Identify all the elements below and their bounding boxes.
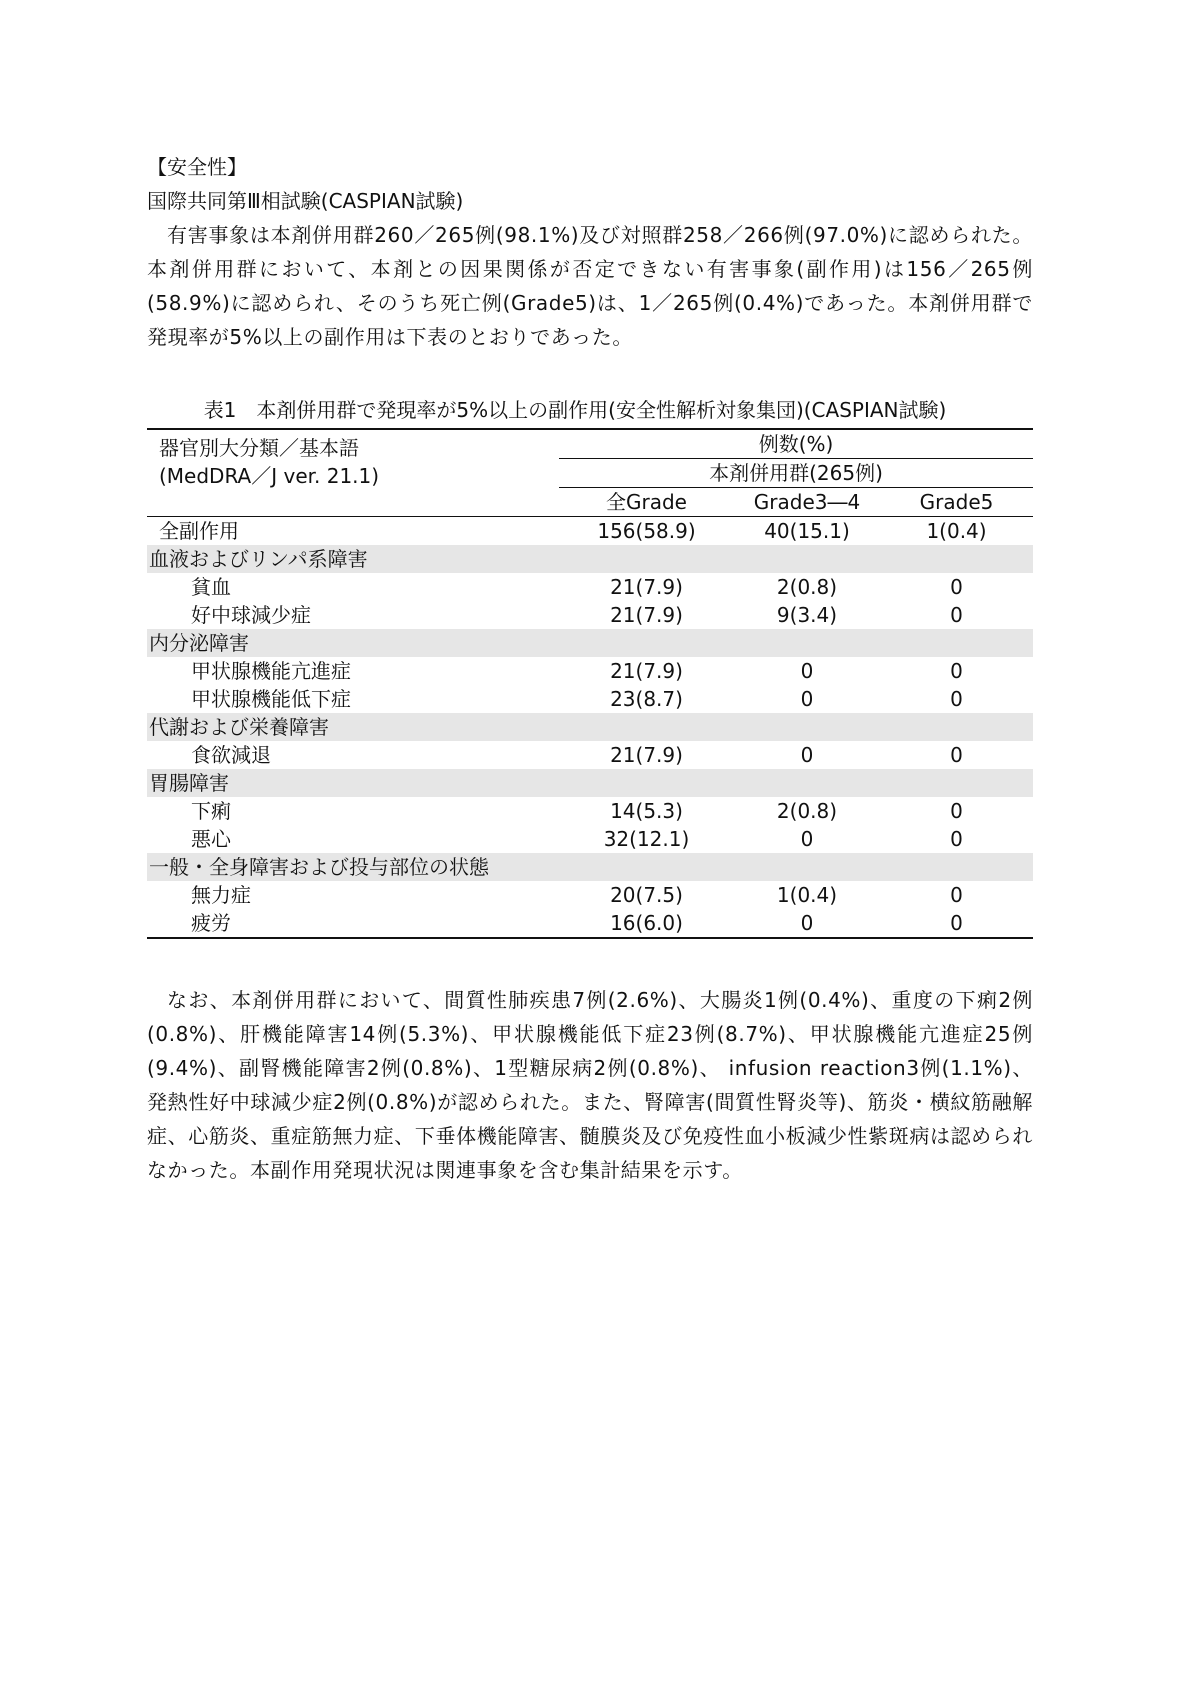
term-label: 食欲減退 (191, 743, 271, 767)
cell-all-grade: 32(12.1) (603, 827, 690, 851)
cell-grade3-4: 0 (800, 827, 814, 851)
category-label: 血液およびリンパ系障害 (147, 545, 1033, 573)
cell-grade3-4: 40(15.1) (764, 519, 850, 543)
table-row (147, 797, 1033, 825)
section-heading: 【安全性】 (147, 155, 247, 179)
category-row (147, 769, 1033, 797)
notes-paragraph: なお、本剤併用群において、間質性肺疾患7例(2.6%)、大腸炎1例(0.4%)、重度の下痢2例(0.8%)、肝機能障害14例(5.3%)、甲状腺機能低下症23例(8.7%)、甲状腺機能亢進症25例(9.4%)、副腎機能障害2例(0.8%)、1型糖尿病2例(0.8%)、 infusion reaction3例(1.1%)、発熱性好中球減少症2例(0.8%)が認められた。また、腎障害(間質性腎炎等)、筋炎・横紋筋融解症、心筋炎、重症筋無力症、下垂体機能障害、髄膜炎及び免疫性血小板減少性紫斑病は認められなかった。本副作用発現状況は関連事象を含む集計結果を示す。 (147, 988, 1033, 1182)
adverse-reactions-table (147, 428, 1033, 939)
cell-all-grade: 14(5.3) (610, 799, 683, 823)
header-cases-percent: 例数(%) (559, 429, 1033, 459)
cell-grade3-4: 0 (734, 909, 880, 938)
term-label: 悪心 (191, 827, 231, 851)
cell-grade3-4: 2(0.8) (776, 799, 838, 823)
cell-grade5: 0 (880, 909, 1033, 938)
term-label: 疲労 (147, 909, 559, 938)
table-row (147, 573, 1033, 601)
term-label: 無力症 (191, 883, 251, 907)
term-label: 甲状腺機能低下症 (191, 687, 351, 711)
term-label: 甲状腺機能亢進症 (191, 659, 351, 683)
table-row-total (147, 517, 1033, 546)
header-label-line2: (MedDRA／J ver. 21.1) (159, 464, 380, 488)
cell-all-grade: 21(7.9) (610, 659, 683, 683)
header-label-line1: 器官別大分類／基本語 (159, 436, 359, 460)
table-row (147, 657, 1033, 685)
category-row (147, 853, 1033, 881)
table-row (147, 881, 1033, 909)
cell-all-grade: 21(7.9) (610, 603, 683, 627)
cell-all-grade: 23(8.7) (610, 687, 683, 711)
cell-grade3-4: 2(0.8) (776, 575, 838, 599)
cell-grade5: 0 (950, 575, 963, 599)
cell-grade5: 0 (950, 687, 963, 711)
category-label: 内分泌障害 (147, 629, 1033, 657)
cell-grade5: 0 (950, 603, 963, 627)
table-row (147, 741, 1033, 769)
table-row (147, 601, 1033, 629)
intro-paragraph: 有害事象は本剤併用群260／265例(98.1%)及び対照群258／266例(97.0%)に認められた。本剤併用群において、本剤との因果関係が否定できない有害事象(副作用)は156／265例(58.9%)に認められ、そのうち死亡例(Grade5)は、1／265例(0.4%)であった。本剤併用群で発現率が5%以上の副作用は下表のとおりであった。 (147, 223, 1033, 349)
cell-all-grade: 21(7.9) (610, 743, 683, 767)
category-row (147, 629, 1033, 657)
cell-grade3-4: 9(3.4) (776, 603, 838, 627)
header-grade5: Grade5 (880, 488, 1033, 517)
cell-grade5: 1(0.4) (926, 519, 987, 543)
cell-grade5: 0 (950, 827, 963, 851)
table-row (147, 685, 1033, 713)
term-label: 好中球減少症 (191, 603, 311, 627)
header-treatment-group: 本剤併用群(265例) (559, 459, 1033, 488)
category-row (147, 545, 1033, 573)
cell-grade3-4: 1(0.4) (776, 883, 838, 907)
category-label: 一般・全身障害および投与部位の状態 (147, 853, 1033, 881)
cell-all-grade: 156(58.9) (597, 519, 696, 543)
cell-grade5: 0 (950, 659, 963, 683)
category-row (147, 713, 1033, 741)
cell-all-grade: 16(6.0) (559, 909, 734, 938)
cell-grade5: 0 (950, 883, 963, 907)
header-grade3-4: Grade3―4 (734, 488, 880, 517)
table-row (147, 825, 1033, 853)
document-page (147, 150, 1033, 1187)
category-label: 胃腸障害 (147, 769, 1033, 797)
term-label: 貧血 (191, 575, 231, 599)
cell-grade5: 0 (950, 743, 963, 767)
cell-grade3-4: 0 (800, 687, 814, 711)
row-label: 全副作用 (159, 519, 239, 543)
header-all-grade: 全Grade (559, 488, 734, 517)
cell-all-grade: 20(7.5) (610, 883, 683, 907)
study-title: 国際共同第Ⅲ相試験(CASPIAN試験) (147, 189, 464, 213)
term-label: 下痢 (191, 799, 231, 823)
cell-grade3-4: 0 (800, 743, 814, 767)
table-row (147, 909, 1033, 938)
category-label: 代謝および栄養障害 (147, 713, 1033, 741)
cell-all-grade: 21(7.9) (610, 575, 683, 599)
table-caption: 表1 本剤併用群で発現率が5%以上の副作用(安全性解析対象集団)(CASPIAN試験) (203, 398, 947, 422)
cell-grade5: 0 (950, 799, 963, 823)
cell-grade3-4: 0 (800, 659, 814, 683)
header-label-cell (147, 429, 559, 517)
